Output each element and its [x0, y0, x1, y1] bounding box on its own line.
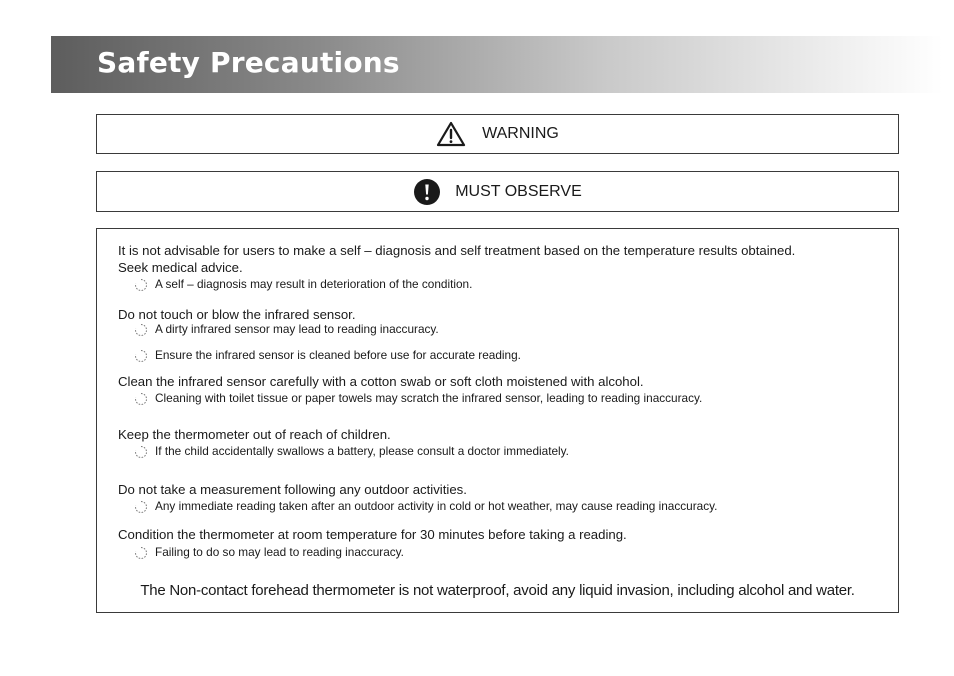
note-text: A dirty infrared sensor may lead to reading inaccuracy.	[155, 322, 439, 336]
precaution-3-note-1	[134, 391, 702, 406]
precaution-2-note-1	[134, 322, 439, 337]
precaution-2-note-2	[134, 348, 521, 363]
note-text: If the child accidentally swallows a battery, please consult a doctor immediately.	[155, 444, 569, 458]
note-circle-icon	[134, 392, 148, 406]
note-text: Any immediate reading taken after an outdoor activity in cold or hot weather, may cause reading inaccuracy.	[155, 499, 718, 513]
note-text: Failing to do so may lead to reading inaccuracy.	[155, 545, 404, 559]
page-title: Safety Precautions	[97, 46, 400, 79]
precaution-5-note-1	[134, 499, 717, 514]
note-circle-icon	[134, 278, 148, 292]
precaution-2: Do not touch or blow the infrared sensor.	[118, 307, 356, 322]
note-circle-icon	[134, 323, 148, 337]
note-text: Cleaning with toilet tissue or paper towels may scratch the infrared sensor, leading to reading inaccuracy.	[155, 391, 703, 405]
precaution-1-note-1	[134, 277, 472, 292]
note-text: Ensure the infrared sensor is cleaned before use for accurate reading.	[155, 348, 521, 362]
warning-triangle-icon	[436, 121, 466, 147]
warning-label: WARNING	[482, 125, 559, 142]
exclamation-circle-icon	[413, 178, 441, 206]
precaution-4-note-1	[134, 444, 569, 459]
header-bar	[51, 36, 943, 93]
must-observe-label: MUST OBSERVE	[455, 182, 582, 200]
precaution-1-line-1: It is not advisable for users to make a self – diagnosis and self treatment based on the temperature results obtained.	[118, 243, 796, 258]
precaution-6-note-1	[134, 545, 404, 560]
precautions-list	[96, 228, 899, 613]
note-circle-icon	[134, 500, 148, 514]
note-circle-icon	[134, 349, 148, 363]
precaution-5: Do not take a measurement following any outdoor activities.	[118, 482, 467, 497]
precaution-6: Condition the thermometer at room temperature for 30 minutes before taking a reading.	[118, 527, 627, 542]
precaution-3: Clean the infrared sensor carefully with a cotton swab or soft cloth moistened with alcohol.	[118, 374, 644, 389]
waterproof-note: The Non-contact forehead thermometer is not waterproof, avoid any liquid invasion, including alcohol and water.	[140, 582, 855, 599]
note-circle-icon	[134, 546, 148, 560]
precaution-4: Keep the thermometer out of reach of children.	[118, 427, 391, 442]
note-text: A self – diagnosis may result in deterioration of the condition.	[155, 277, 473, 291]
note-circle-icon	[134, 445, 148, 459]
must-observe-banner	[96, 171, 899, 212]
warning-banner	[96, 114, 899, 154]
precaution-1-line-2: Seek medical advice.	[118, 260, 243, 275]
